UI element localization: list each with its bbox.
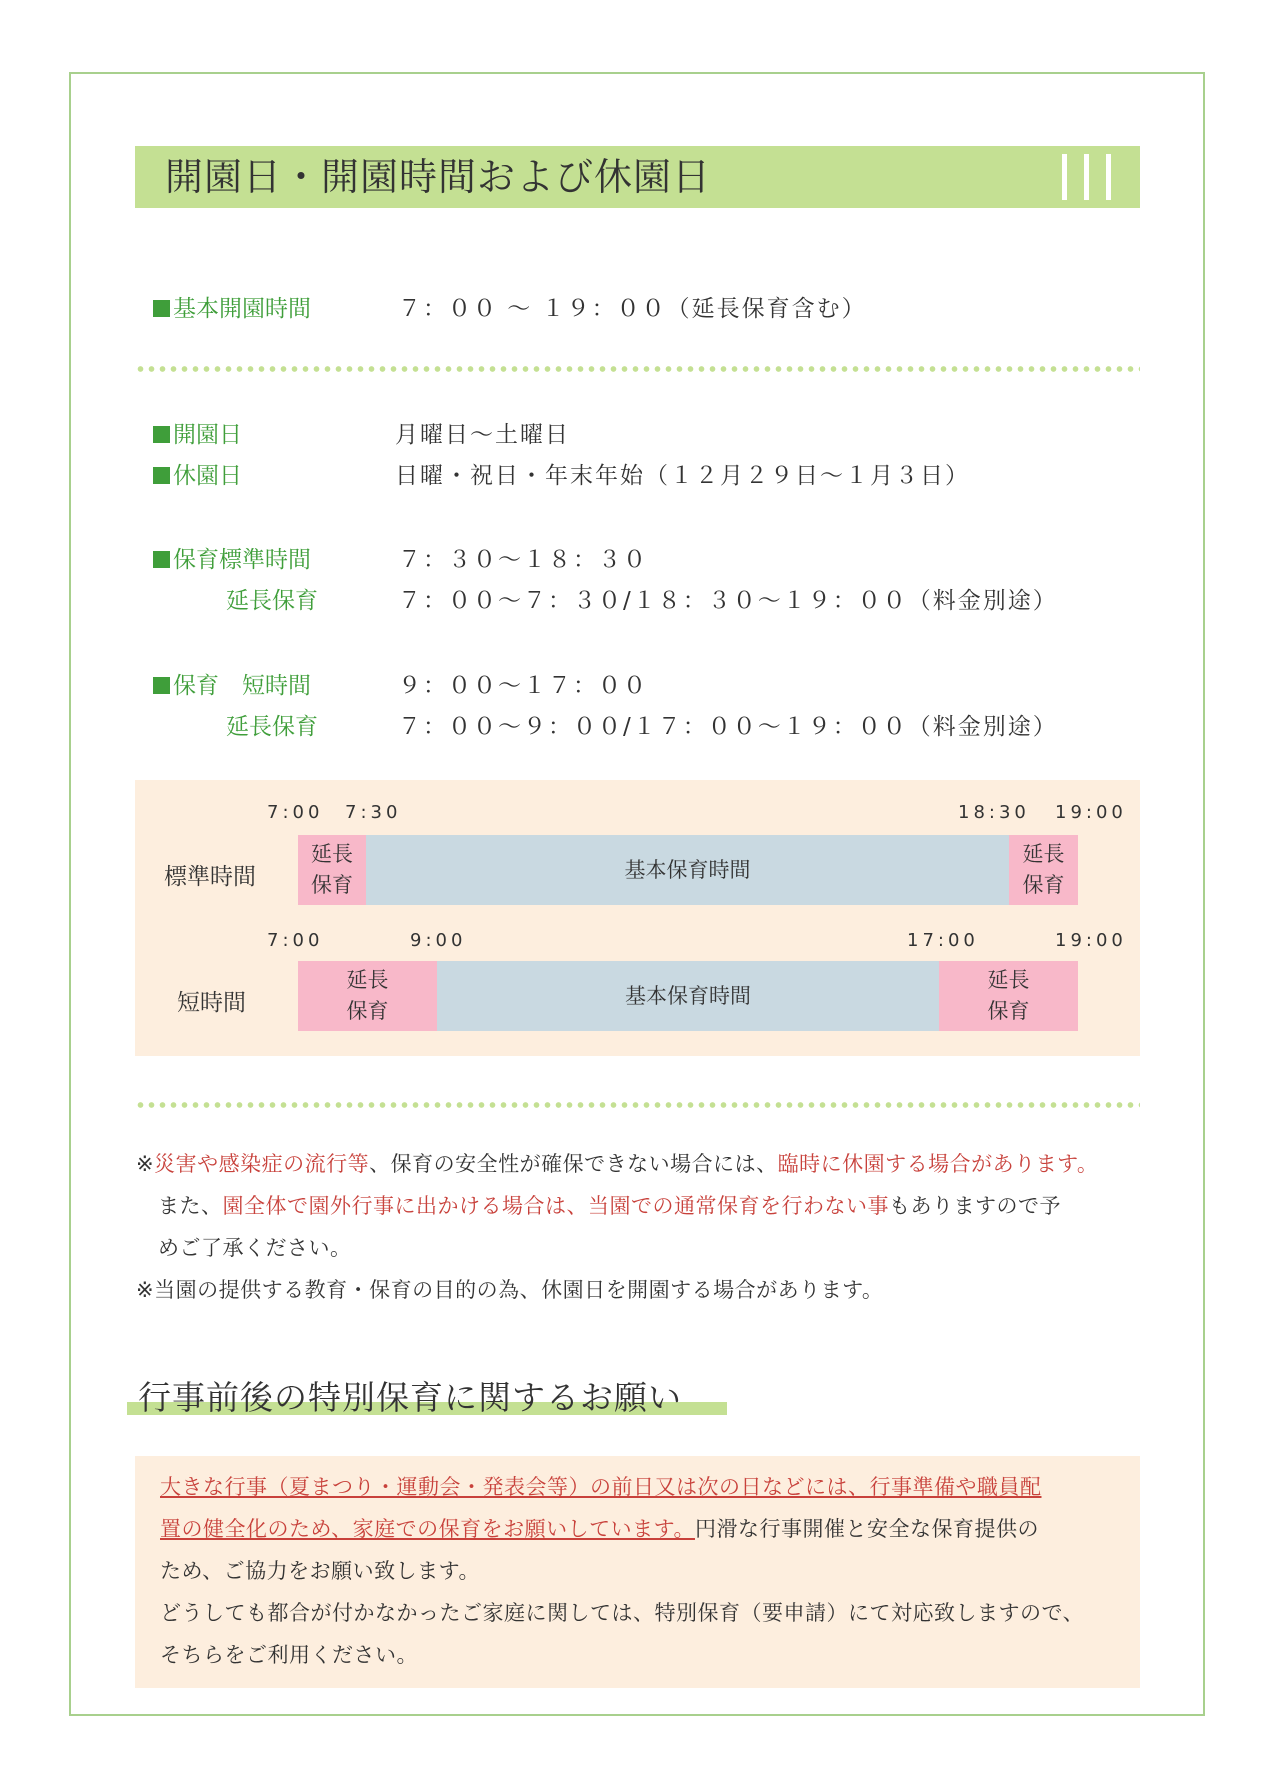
square-bullet-icon [153,426,170,443]
tick-label: 19:00 [1055,802,1127,823]
square-bullet-icon [153,551,170,568]
extended-care-block: 延長 保育 [1009,835,1078,905]
closed-days-row [153,457,242,490]
section-heading: 行事前後の特別保育に関するお願い [138,1378,682,1417]
short-extended-value: ７：００～９：００/１７：００～１９：００（料金別途） [398,714,1058,740]
extended-care-block: 延長 保育 [298,961,437,1031]
dotted-divider [135,1102,1140,1108]
tick-label: 7:00 [267,930,324,951]
extended-care-block: 延長 保育 [939,961,1078,1031]
schedule-row-label: 短時間 [177,990,246,1016]
square-bullet-icon [153,677,170,694]
tick-label: 17:00 [907,930,979,951]
basic-hours-label: 基本開園時間 [173,296,311,322]
short-extended-label: 延長保育 [226,714,318,740]
square-bullet-icon [153,467,170,484]
tick-label: 18:30 [958,802,1030,823]
basic-hours-value: ７：００ ～ １９：００（延長保育含む） [398,296,867,322]
standard-hours-label: 保育標準時間 [173,547,311,573]
basic-care-block: 基本保育時間 [366,835,1009,905]
square-bullet-icon [153,300,170,317]
standard-extended-value: ７：００～７：３０/１８：３０～１９：００（料金別途） [398,588,1058,614]
title-decoration-bars [1062,154,1122,200]
request-line-4: どうしても都合が付かなかったご家庭に関しては、特別保育（要申請）にて対応致しますので、 [160,1601,1085,1625]
open-days-value: 月曜日～土曜日 [395,422,570,448]
open-days-row [153,416,242,449]
standard-extended-label: 延長保育 [226,588,318,614]
tick-label: 9:00 [410,930,467,951]
schedule-diagram [135,780,1140,1056]
basic-hours-row [153,290,311,323]
page-title: 開園日・開園時間および休園日 [165,155,712,199]
standard-hours-value: ７：３０～１８：３０ [398,547,648,573]
title-bar [135,146,1140,208]
schedule-row-label: 標準時間 [164,864,256,890]
request-line-3: ため、ご協力をお願い致します。 [160,1559,480,1583]
tick-label: 7:00 [267,802,324,823]
dotted-divider [135,366,1140,372]
short-hours-label: 保育 短時間 [173,673,311,699]
request-line-2: 置の健全化のため、家庭での保育をお願いしています。円滑な行事開催と安全な保育提供の [160,1517,1039,1541]
basic-care-block: 基本保育時間 [437,961,939,1031]
extended-care-block: 延長 保育 [298,835,366,905]
note-line-2: また、園全体で園外行事に出かける場合は、当園での通常保育を行わない事もありますので予 [158,1194,1061,1218]
tick-label: 19:00 [1055,930,1127,951]
request-line-5: そちらをご利用ください。 [160,1643,418,1667]
tick-label: 7:30 [345,802,402,823]
closed-days-label: 休園日 [173,463,242,489]
closed-days-value: 日曜・祝日・年末年始（１２月２９日～１月３日） [395,463,970,489]
short-hours-value: ９：００～１７：００ [398,673,648,699]
request-line-1: 大きな行事（夏まつり・運動会・発表会等）の前日又は次の日などには、行事準備や職員配 [160,1475,1042,1499]
note-line-4: ※当園の提供する教育・保育の目的の為、休園日を開園する場合があります。 [136,1278,884,1302]
standard-hours-row [153,541,311,574]
request-panel [135,1456,1140,1688]
open-days-label: 開園日 [173,422,242,448]
short-hours-row [153,667,311,700]
note-line-1: ※災害や感染症の流行等、保育の安全性が確保できない場合には、臨時に休園する場合があります。 [136,1152,1099,1176]
note-line-3: めご了承ください。 [158,1236,352,1260]
